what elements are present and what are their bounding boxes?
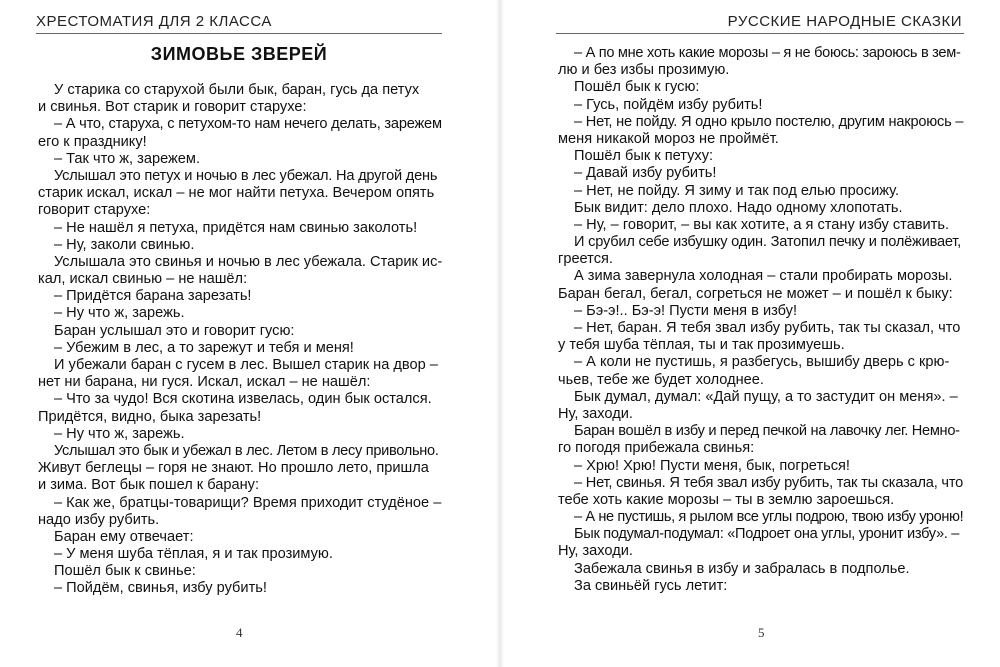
text-line: и зима. Вот бык пошел к барану: xyxy=(38,477,260,494)
text-line: Ну, заходи. xyxy=(558,543,633,560)
text-line: А зима завернула холодная – стали пробирать морозы. xyxy=(574,268,953,285)
text-line: – Ну что ж, зарежь. xyxy=(54,305,185,322)
text-line: – Убежим в лес, а то зарежут и тебя и меня! xyxy=(54,339,354,356)
text-line: – Не нашёл я петуха, придётся нам свинью заколоть! xyxy=(54,219,418,236)
text-line: Придётся, видно, быка зарезать! xyxy=(38,408,262,425)
text-line: Ну, заходи. xyxy=(558,405,633,422)
left-page-number: 4 xyxy=(236,625,243,640)
text-line: – Что за чудо! Вся скотина извелась, один бык остался. xyxy=(54,391,432,408)
left-header-rule xyxy=(36,33,442,34)
text-line: говорит старухе: xyxy=(38,202,151,219)
text-line: его к празднику! xyxy=(38,133,147,150)
text-line: – Пойдём, свинья, избу рубить! xyxy=(54,580,267,597)
text-line: – А коли не пустишь, я разбегусь, вышибу дверь с крю- xyxy=(574,354,950,371)
text-line: – А не пустишь, я рылом все углы подрою, твою избу уроню! xyxy=(574,509,964,526)
text-line: За свиньёй гусь летит: xyxy=(574,577,728,594)
left-running-head: ХРЕСТОМАТИЯ ДЛЯ 2 КЛАССА xyxy=(36,13,272,30)
text-line: – Нет, свинья. Я тебя звал избу рубить, так ты сказала, что xyxy=(574,474,964,491)
text-line: И убежали баран с гусем в лес. Вышел старик на двор – xyxy=(54,357,438,373)
text-line: Бык подумал-подумал: «Подроет она углы, уронит избу». – xyxy=(574,526,960,543)
text-line: Баран вошёл в избу и перед печкой на лавочку лег. Немно- xyxy=(574,423,960,440)
text-line: Услышал это бык и убежал в лес. Летом в лесу привольно. xyxy=(54,442,439,459)
text-line: меня никакой мороз не проймёт. xyxy=(558,130,779,147)
text-line: Баран ему отвечает: xyxy=(54,528,194,545)
text-line: греется. xyxy=(558,251,613,268)
text-line: – Хрю! Хрю! Пусти меня, бык, погреться! xyxy=(574,457,850,474)
text-line: нет ни барана, ни гуся. Искал, искал – не нашёл: xyxy=(38,374,371,391)
text-line: – Ну, – говорит, – вы как хотите, а я стану избу ставить. xyxy=(574,216,950,233)
text-line: лю и без избы прозимую. xyxy=(558,62,730,79)
text-line: – А по мне хоть какие морозы – я не боюсь: зароюсь в зем- xyxy=(574,45,961,61)
text-line: и свинья. Вот старик и говорит старухе: xyxy=(38,99,307,116)
text-line: Баран бегал, бегал, согреться не может – и пошёл к быку: xyxy=(558,285,953,302)
right-page xyxy=(500,0,1000,667)
right-page-number: 5 xyxy=(758,625,765,640)
text-line: – Ну, заколи свинью. xyxy=(54,236,195,253)
text-line: Услышала это свинья и ночью в лес убежала. Старик ис- xyxy=(54,253,443,270)
text-line: Забежала свинья в избу и забралась в подполье. xyxy=(574,560,910,577)
right-running-head: РУССКИЕ НАРОДНЫЕ СКАЗКИ xyxy=(727,13,962,30)
text-line: Бык видит: дело плохо. Надо одному хлопотать. xyxy=(574,199,903,216)
text-line: чьев, тебе же будет холоднее. xyxy=(558,371,764,388)
text-line: Бык думал, думал: «Дай пущу, а то застудит он меня». – xyxy=(574,388,958,405)
text-line: старик искал, искал – не мог найти петуха. Вечером опять xyxy=(38,185,435,202)
text-line: Живут беглецы – горя не знают. Но прошло лето, пришла xyxy=(38,460,429,477)
text-line: у тебя шуба тёплая, ты и так прозимуешь. xyxy=(558,337,845,354)
text-line: Пошёл бык к петуху: xyxy=(574,148,714,165)
text-line: – Ну что ж, зарежь. xyxy=(54,425,185,442)
right-header-rule xyxy=(556,33,964,34)
text-line: – Бэ-э!.. Бэ-э! Пусти меня в избу! xyxy=(574,302,798,319)
text-line: тебе хоть какие морозы – ты в землю зароешься. xyxy=(558,491,895,508)
text-line: Услышал это петух и ночью в лес убежал. На другой день xyxy=(54,167,438,184)
text-line: кал, искал свинью – не нашёл: xyxy=(38,271,248,288)
text-line: Пошёл бык к свинье: xyxy=(54,563,196,580)
text-line: – Придётся барана зарезать! xyxy=(54,288,252,305)
text-line: – Гусь, пойдём избу рубить! xyxy=(574,96,763,113)
text-line: – У меня шуба тёплая, я и так прозимую. xyxy=(54,546,333,563)
text-line: Баран услышал это и говорит гусю: xyxy=(54,322,295,339)
text-line: – Нет, не пойду. Я зиму и так под елью просижу. xyxy=(574,182,900,199)
text-line: го погодя прибежала свинья: xyxy=(558,440,755,457)
left-text-block xyxy=(38,82,442,598)
text-line: У старика со старухой были бык, баран, гусь да петух xyxy=(54,82,420,98)
text-line: – Нет, не пойду. Я одно крыло постелю, другим накроюсь – xyxy=(574,113,964,130)
text-line: надо избу рубить. xyxy=(38,511,160,528)
text-line: – Нет, баран. Я тебя звал избу рубить, так ты сказал, что xyxy=(574,320,961,336)
text-line: – Давай избу рубить! xyxy=(574,165,717,182)
story-title: ЗИМОВЬЕ ЗВЕРЕЙ xyxy=(150,44,328,64)
text-line: – А что, старуха, с петухом-то нам нечего делать, зарежем xyxy=(54,116,442,133)
right-text-block xyxy=(558,45,964,595)
text-line: И срубил себе избушку один. Затопил печку и полёживает, xyxy=(574,234,962,251)
text-line: – Так что ж, зарежем. xyxy=(54,150,200,167)
text-line: – Как же, братцы-товарищи? Время приходит студёное – xyxy=(54,494,442,511)
text-line: Пошёл бык к гусю: xyxy=(574,79,700,96)
